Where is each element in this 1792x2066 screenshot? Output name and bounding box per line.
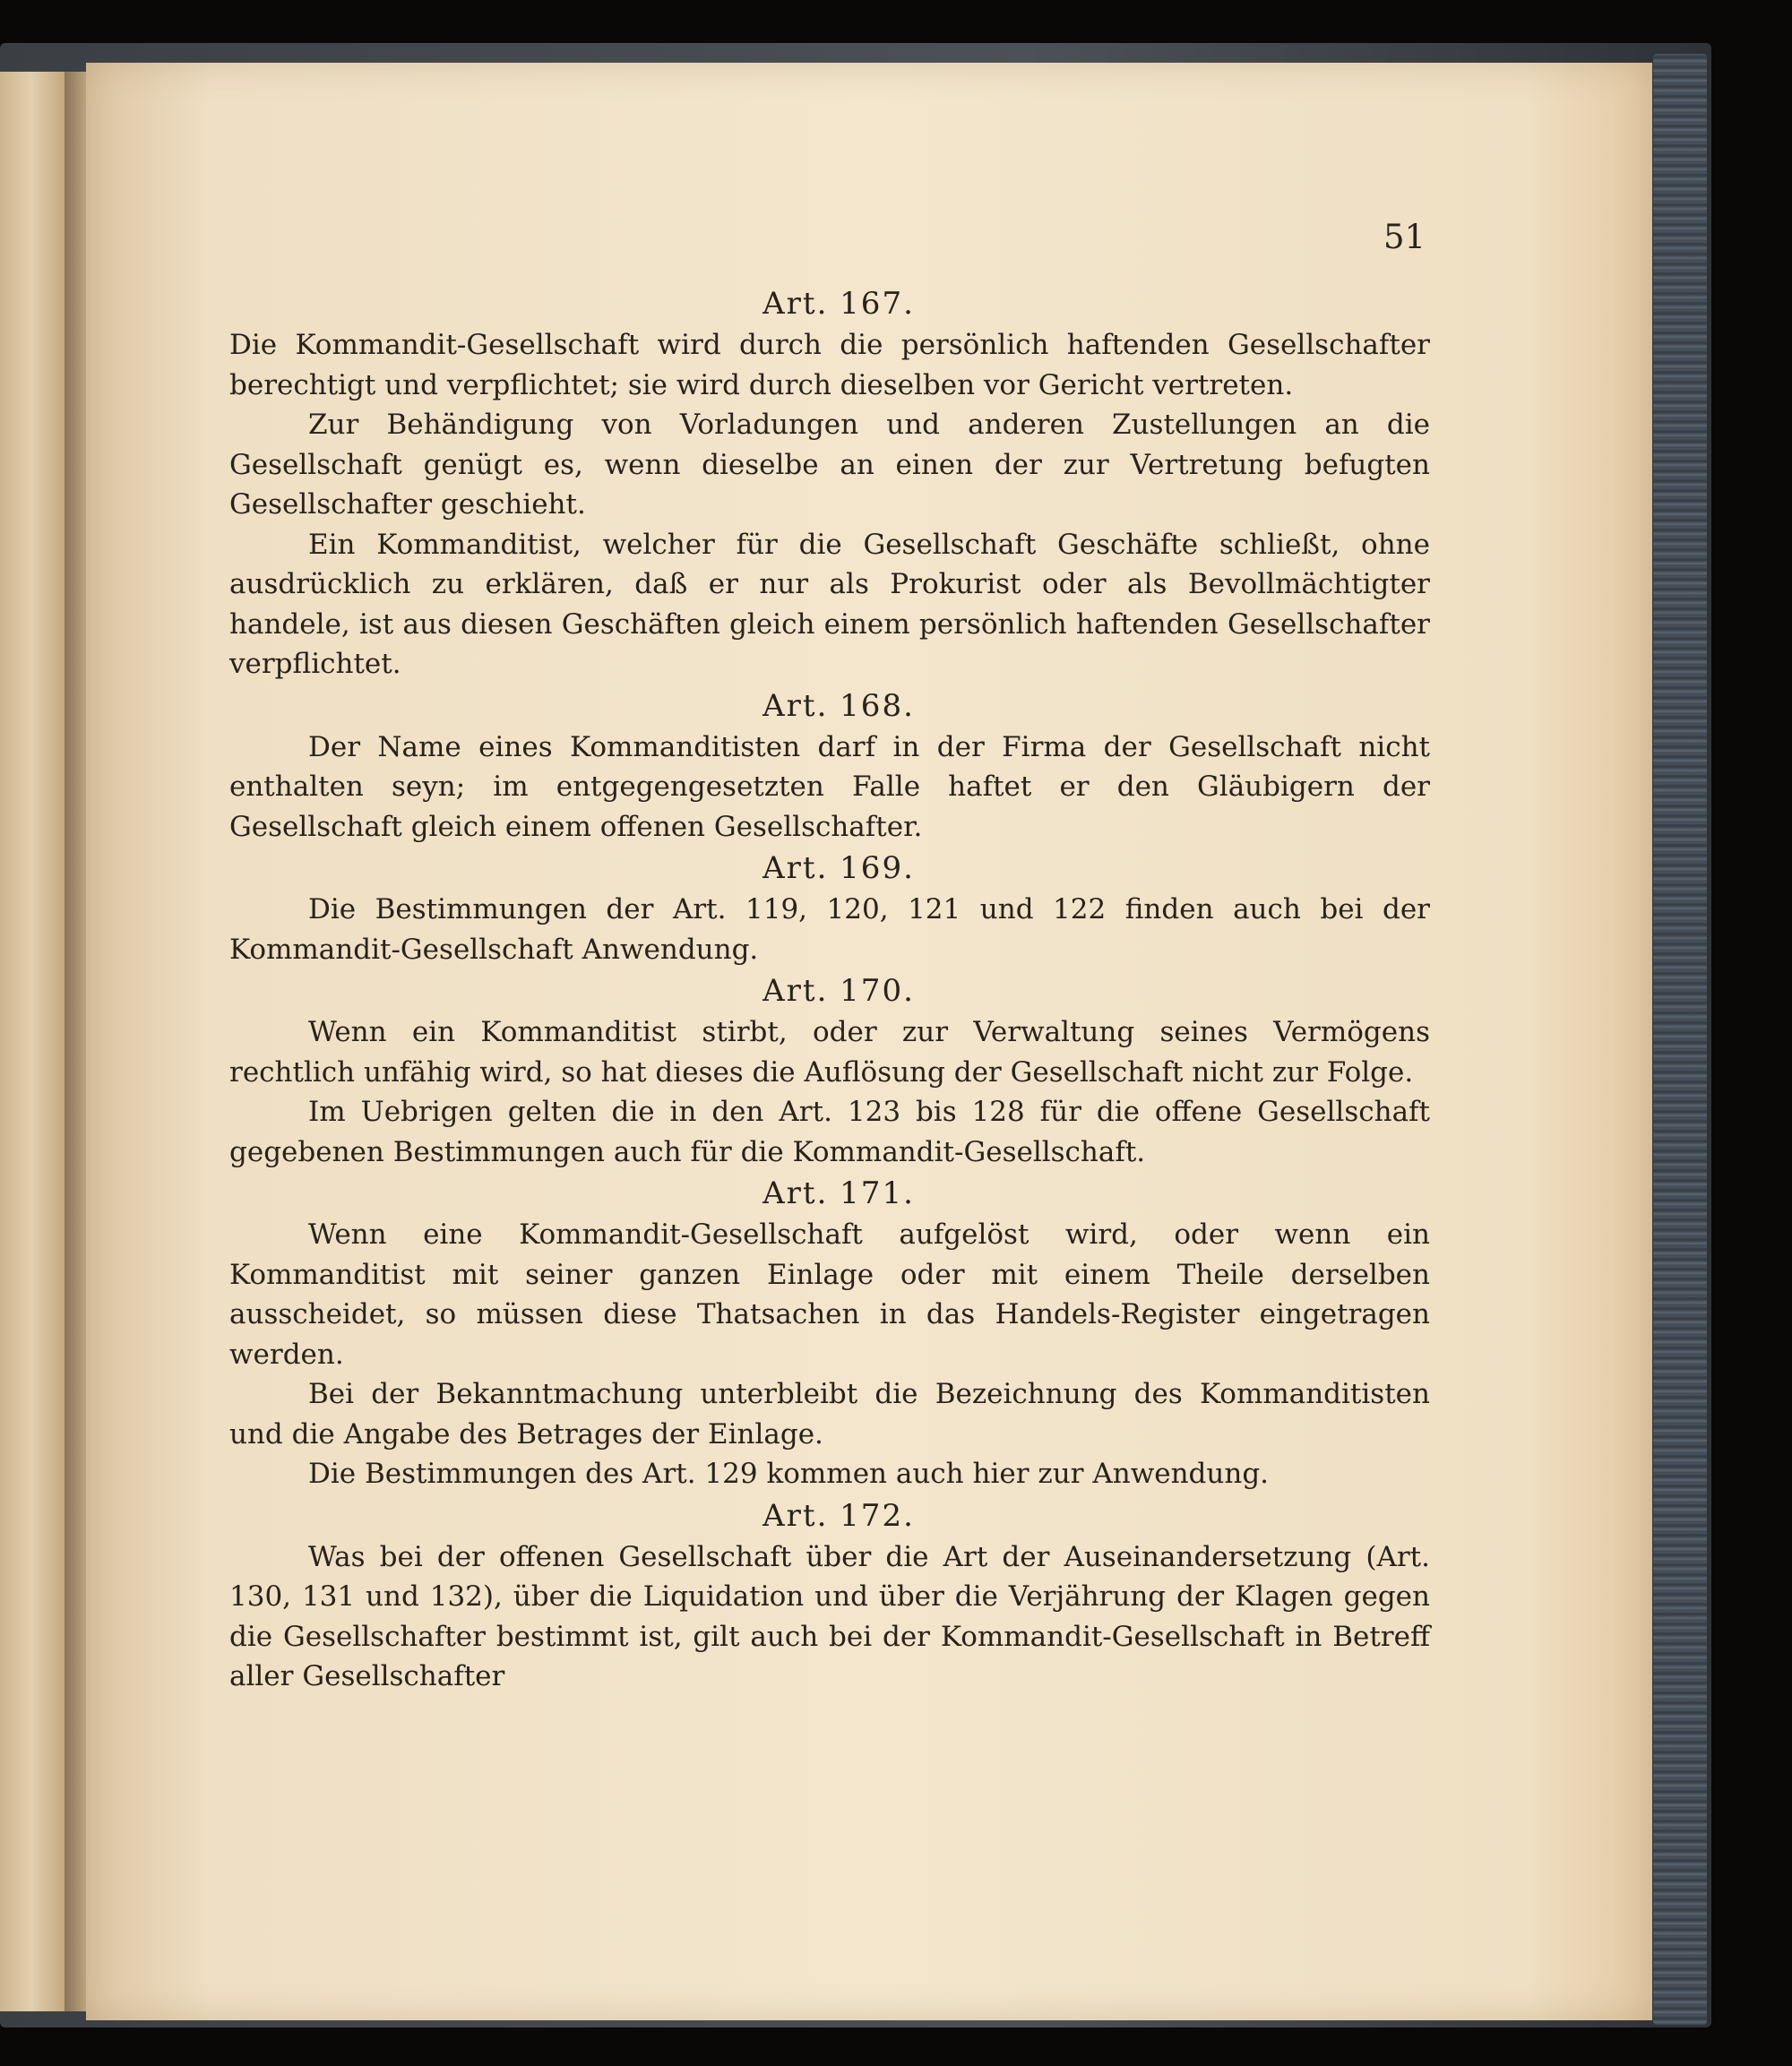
paragraph: Wenn eine Kommandit-Gesellschaft aufgelöst wird, oder wenn ein Kommanditist mit seiner ganzen Einlage oder mit einem Theile derselben ausscheidet, so müssen diese Thatsachen in das Handels-Register eingetragen werden. — [229, 1218, 1430, 1371]
paragraph: Der Name eines Kommanditisten darf in der Firma der Gesellschaft nicht enthalten seyn; im entgegengesetzten Falle haftet er den Gläubigern der Gesellschaft gleich einem offenen Gesellschafter. — [229, 730, 1430, 843]
article-171 — [229, 1172, 1430, 1494]
paragraph: Bei der Bekanntmachung unterbleibt die Bezeichnung des Kommanditisten und die Angabe des Betrages der Einlage. — [229, 1378, 1430, 1451]
article-172 — [229, 1494, 1430, 1697]
article-167 — [229, 282, 1430, 684]
paragraph: Die Bestimmungen der Art. 119, 120, 121 und 122 finden auch bei der Kommandit-Gesellschaft Anwendung. — [229, 893, 1430, 966]
paragraph: Im Uebrigen gelten die in den Art. 123 bis 128 für die offene Gesellschaft gegebenen Bestimmungen auch für die Kommandit-Gesellschaft. — [229, 1096, 1430, 1168]
article-169 — [229, 847, 1430, 969]
paragraph: Zur Behändigung von Vorladungen und anderen Zustellungen an die Gesellschaft genügt es, wenn dieselbe an einen der zur Vertretung befugten Gesellschafter geschieht. — [229, 409, 1430, 521]
paragraph: Die Kommandit-Gesellschaft wird durch die persönlich haftenden Gesellschafter berechtigt und verpflichtet; sie wird durch dieselben vor Gericht vertreten. — [229, 329, 1430, 401]
article-170 — [229, 969, 1430, 1172]
paragraph: Die Bestimmungen des Art. 129 kommen auch hier zur Anwendung. — [308, 1458, 1270, 1490]
left-page-edge — [0, 72, 70, 2011]
article-heading: Art. 169. — [762, 850, 915, 886]
article-heading: Art. 168. — [762, 687, 915, 724]
article-heading: Art. 170. — [762, 973, 915, 1009]
article-heading: Art. 167. — [762, 286, 915, 322]
article-168 — [229, 684, 1430, 848]
page-body — [229, 282, 1430, 1697]
paragraph: Was bei der offenen Gesellschaft über die Art der Auseinandersetzung (Art. 130, 131 und 132), über die Liquidation und über die Verjährung der Klagen gegen die Gesellschafter bestimmt ist, gilt auch bei der Kommandit-Gesellschaft in Betreff aller Gesellschafter — [229, 1540, 1430, 1692]
paragraph: Ein Kommanditist, welcher für die Gesellschaft Geschäfte schließt, ohne ausdrücklich zu erklären, daß er nur als Prokurist oder als Bevollmächtigter handele, ist aus diesen Geschäften gleich einem persönlich haftenden Gesellschafter verpflichtet. — [229, 528, 1430, 680]
cover-edge — [1653, 54, 1707, 2025]
paragraph: Wenn ein Kommanditist stirbt, oder zur Verwaltung seines Vermögens rechtlich unfähig wird, so hat dieses die Auflösung der Gesellschaft nicht zur Folge. — [229, 1016, 1430, 1089]
page-number: 51 — [1383, 218, 1426, 256]
article-heading: Art. 172. — [762, 1497, 915, 1534]
article-heading: Art. 171. — [762, 1175, 915, 1211]
